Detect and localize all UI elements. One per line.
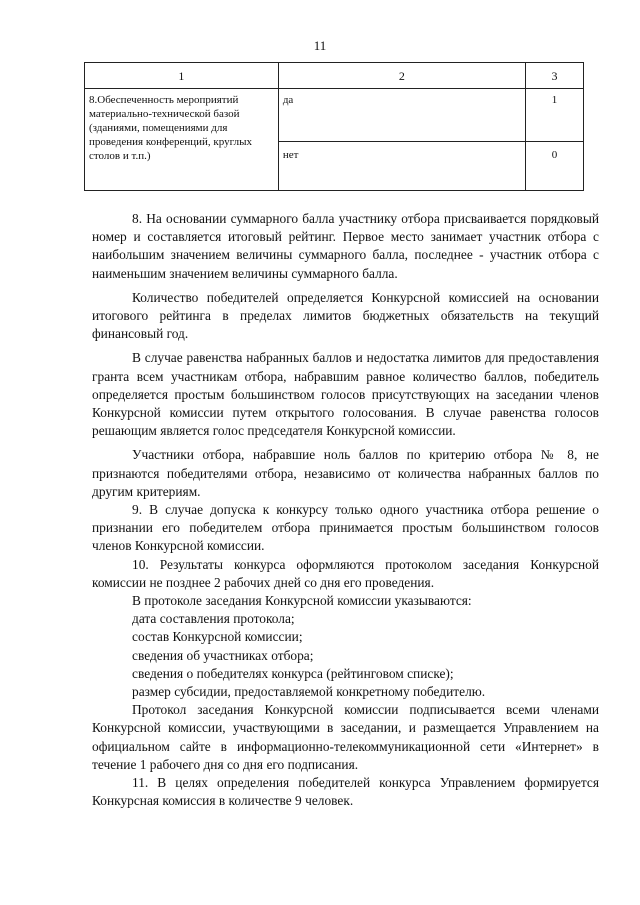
paragraph: 9. В случае допуска к конкурсу только одного участника отбора решение о признании его победителем отбора принимается простым большинством голосов членов Конкурсной комиссии. [92, 502, 599, 554]
list-item: размер субсидии, предоставляемой конкретному победителю. [132, 684, 486, 700]
list-item: состав Конкурсной комиссии; [132, 629, 303, 645]
criteria-table [84, 62, 584, 191]
score-cell: 0 [525, 142, 583, 191]
paragraph: Участники отбора, набравшие ноль баллов по критерию отбора № 8, не признаются победителями отбора, независимо от количества набранных баллов по другим критериям. [92, 447, 599, 499]
list-item: сведения об участниках отбора; [132, 647, 314, 663]
paragraph: 10. Результаты конкурса оформляются протоколом заседания Конкурсной комиссии не позднее 2 рабочих дней со дня его проведения. [92, 556, 599, 590]
table-header-cell: 2 [278, 63, 525, 89]
paragraph: В случае равенства набранных баллов и недостатка лимитов для предоставления гранта всем участникам отбора, набравшим равное количество баллов, победитель определяется простым большинством голосов присутствующих на заседании членов Конкурсной комиссии путем открытого голосования. В случае равенства голосов решающим является голос председателя Конкурсной комиссии. [92, 350, 599, 439]
table-header-row [85, 63, 584, 89]
paragraph: Протокол заседания Конкурсной комиссии подписывается всеми членами Конкурсной комиссии, участвующими в заседании, и размещается Управлением на официальном сайте в информационно-телекоммуникационной сети «Интернет» в течение 1 рабочего дня со дня его подписания. [92, 702, 599, 772]
document-body [92, 210, 599, 811]
list-item: сведения о победителях конкурса (рейтинговом списке); [132, 665, 454, 681]
table-row [85, 89, 584, 142]
paragraph: 8. На основании суммарного балла участнику отбора присваивается порядковый номер и составляется итоговый рейтинг. Первое место занимает участник отбора с наибольшим значением величины суммарного балла, последнее - участник отбора с наименьшим значением величины суммарного балла. [92, 211, 599, 281]
list-item: дата составления протокола; [132, 611, 295, 627]
paragraph: В протоколе заседания Конкурсной комиссии указываются: [132, 593, 472, 609]
score-cell: 1 [525, 89, 583, 142]
option-cell: нет [278, 142, 525, 191]
paragraph: Количество победителей определяется Конкурсной комиссией на основании итогового рейтинга в пределах лимитов бюджетных обязательств на текущий финансовый год. [92, 289, 599, 342]
option-cell: да [278, 89, 525, 142]
paragraph: 11. В целях определения победителей конкурса Управлением формируется Конкурсная комиссия в количестве 9 человек. [92, 775, 599, 809]
criterion-cell: 8.Обеспеченность мероприятий материально-технической базой (зданиями, помещениями для проведения конференций, круглых столов и т.п.) [85, 89, 279, 191]
page-number: 11 [313, 38, 327, 53]
table-header-cell: 1 [85, 63, 279, 89]
table-header-cell: 3 [525, 63, 583, 89]
